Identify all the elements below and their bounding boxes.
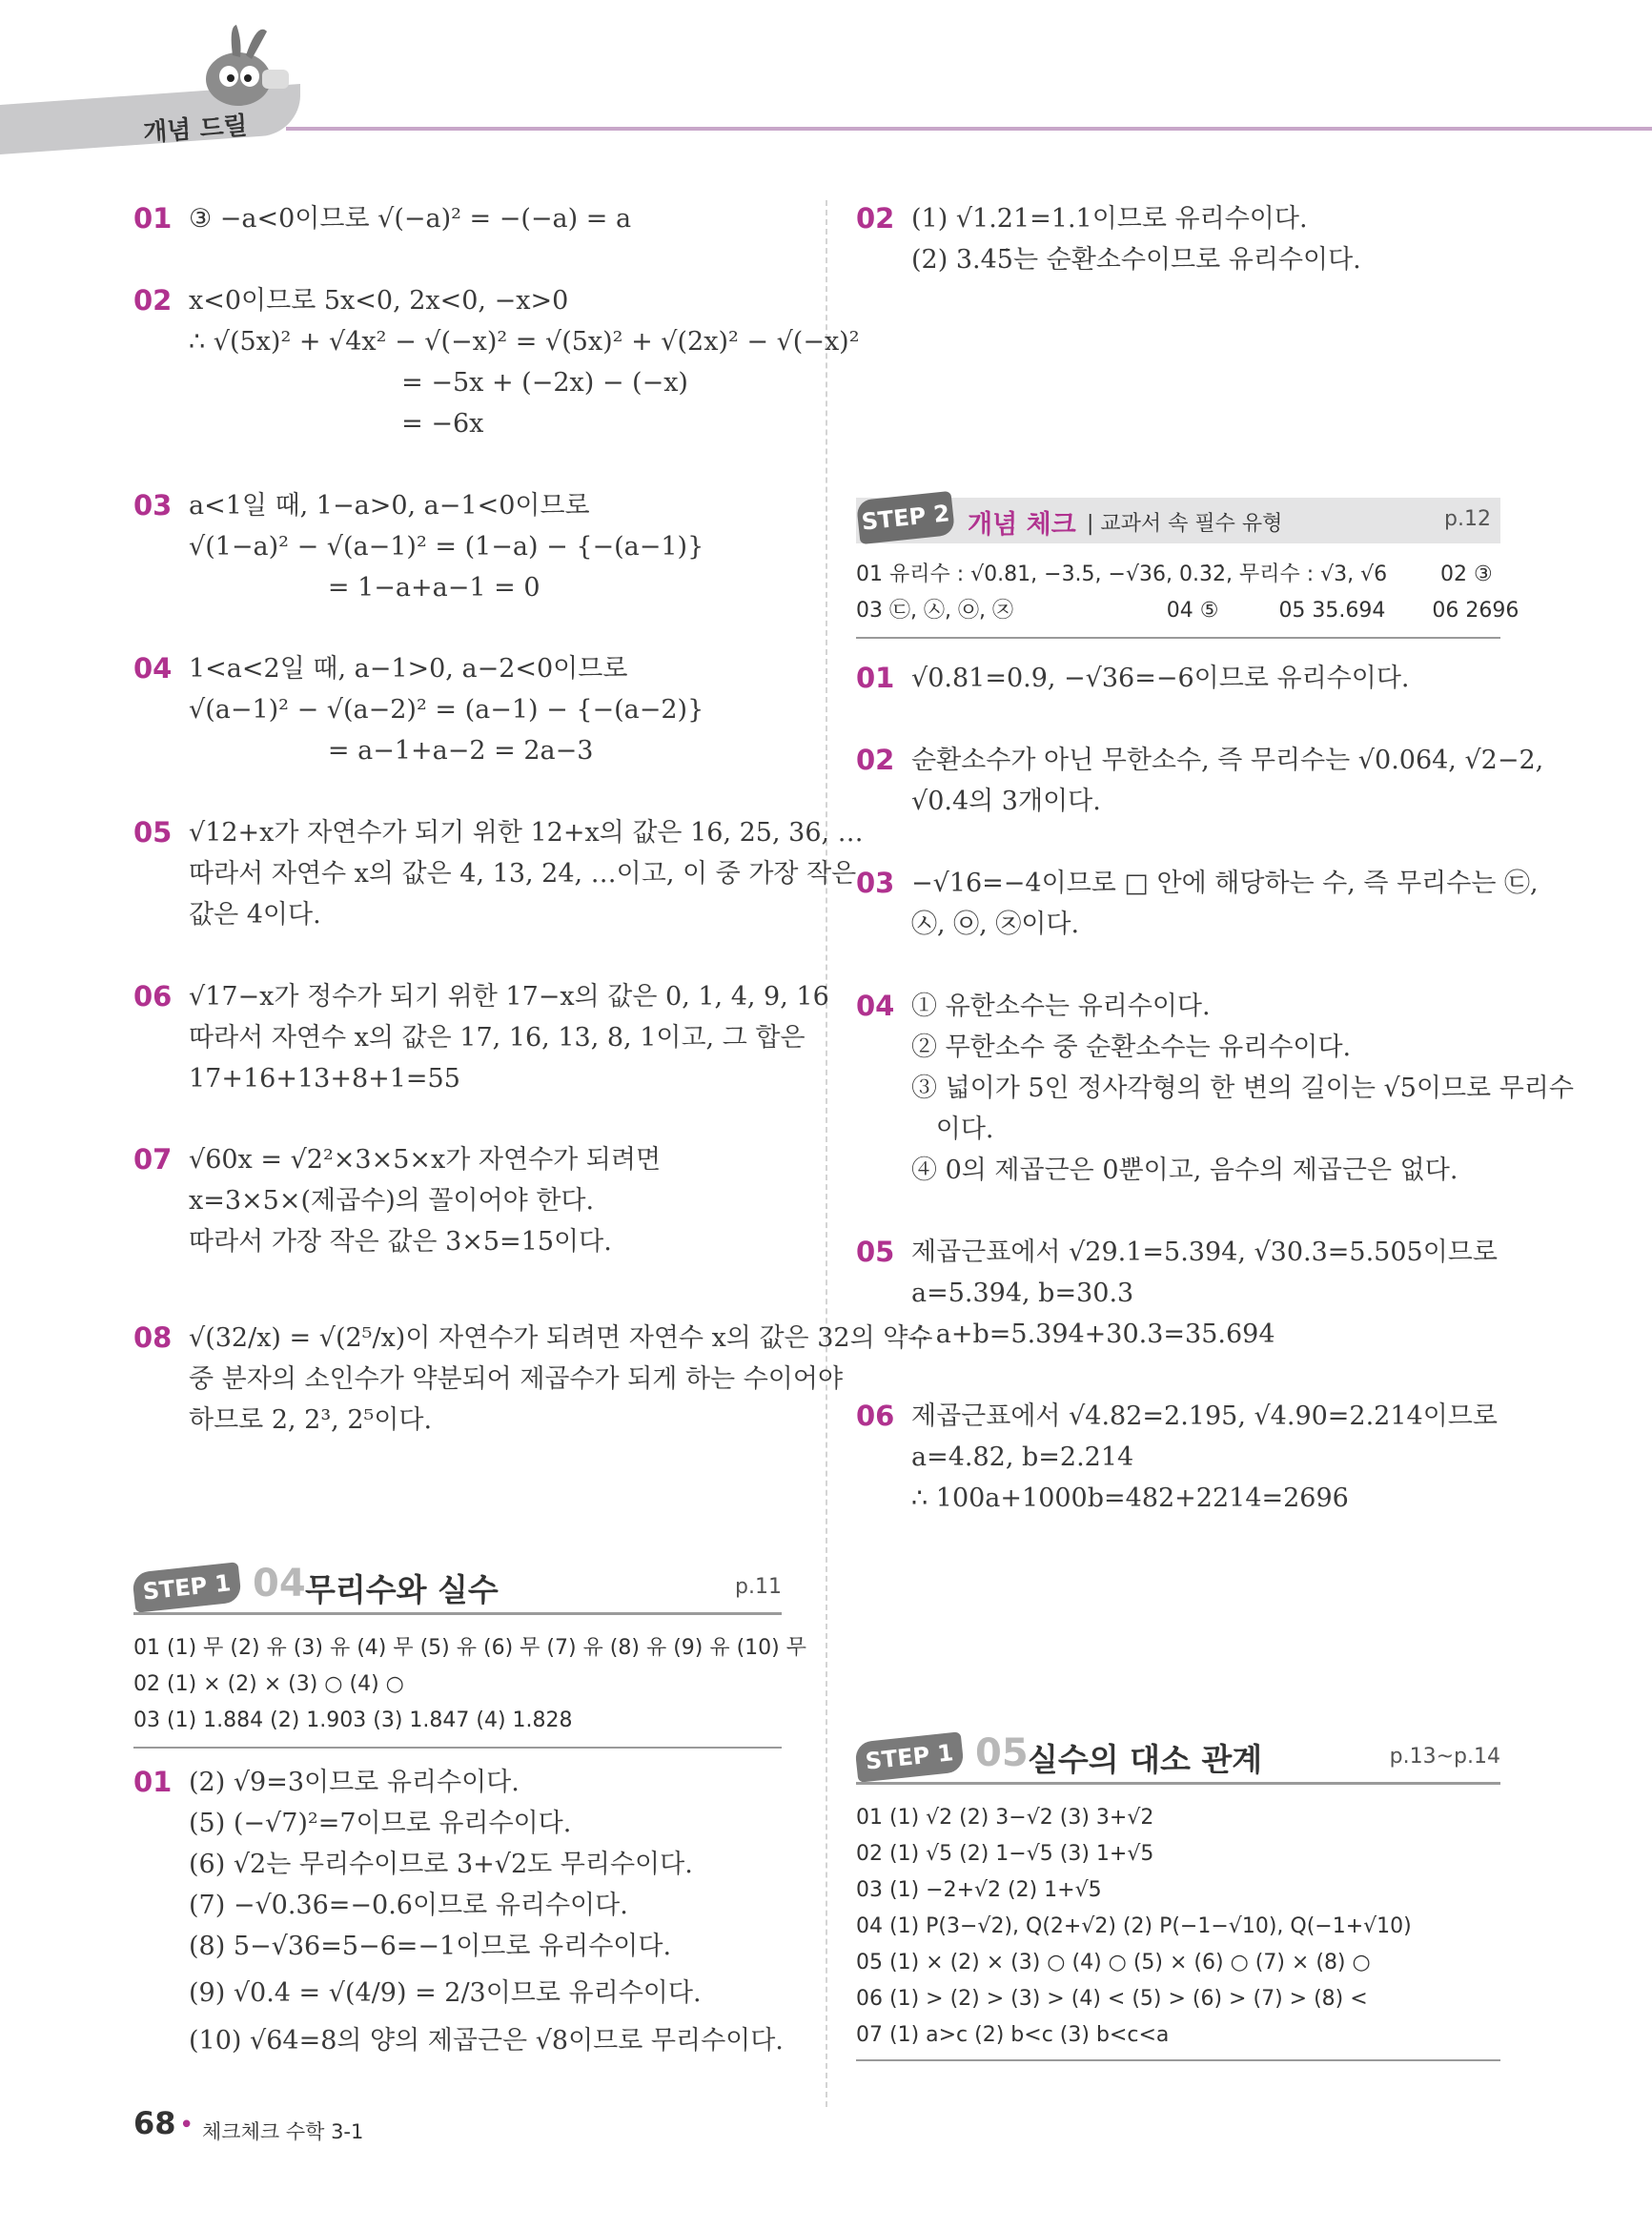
solution-line: 순환소수가 아닌 무한소수, 즉 무리수는 √0.064, √2−2,: [911, 746, 1544, 775]
solution-line: (2) √9=3이므로 유리수이다.: [189, 1768, 520, 1797]
solution-line: ㉦, ㉧, ㉨이다.: [911, 910, 1080, 939]
answer-line: 01 유리수 : √0.81, −3.5, −√36, 0.3̇2̇, 무리수 : √3, √6 02 ③: [856, 563, 1493, 586]
header-title: 개념 드릴: [142, 112, 249, 148]
step-badge: STEP 1: [854, 1731, 965, 1782]
solution-line: x=3×5×(제곱수)의 꼴이어야 한다.: [189, 1186, 595, 1216]
section-title: 실수의 대소 관계: [1028, 1741, 1263, 1778]
solution-number: 06: [133, 980, 173, 1013]
heading-underline: [856, 1782, 1500, 1785]
solution-line: √17−x가 정수가 되기 위한 17−x의 값은 0, 1, 4, 9, 16: [189, 982, 829, 1012]
solution-number: 03: [856, 867, 895, 899]
solution-line: a=5.394, b=30.3: [911, 1279, 1134, 1308]
solution-line: √(1−a)² − √(a−1)² = (1−a) − {−(a−1)}: [189, 532, 704, 562]
solution-line: ① 유한소수는 유리수이다.: [911, 992, 1211, 1021]
solution-number: 03: [133, 489, 173, 522]
solution-line: 17+16+13+8+1=55: [189, 1064, 460, 1094]
solution-line: (5) (−√7)²=7이므로 유리수이다.: [189, 1809, 572, 1838]
answer-separator: [133, 1747, 782, 1749]
solution-line: = 1−a+a−1 = 0: [189, 573, 540, 603]
step2-title: 개념 체크: [968, 510, 1076, 540]
solution-line: 중 분자의 소인수가 약분되어 제곱수가 되게 하는 수이어야: [189, 1364, 844, 1394]
solution-number: 01: [133, 1766, 173, 1798]
solution-line: (1) √1.21=1.1이므로 유리수이다.: [911, 204, 1308, 234]
solution-line: ④ 0의 제곱근은 0뿐이고, 음수의 제곱근은 없다.: [911, 1156, 1458, 1185]
solution-line: 값은 4이다.: [189, 900, 321, 930]
answer-line: 02 (1) √5 (2) 1−√5 (3) 1+√5: [856, 1842, 1154, 1866]
solution-line: −√16=−4이므로 □ 안에 해당하는 수, 즉 무리수는 ㉢,: [911, 869, 1539, 898]
step1-heading-05: [856, 1731, 1500, 1785]
answer-separator: [856, 637, 1500, 639]
solution-line: = −6x: [189, 409, 484, 439]
solution-line: (8) 5−√36=5−6=−1이므로 유리수이다.: [189, 1932, 672, 1961]
solution-line: ③ 넓이가 5인 정사각형의 한 변의 길이는 √5이므로 무리수: [911, 1074, 1574, 1103]
answer-line: 02 (1) × (2) × (3) ○ (4) ○: [133, 1672, 404, 1696]
section-title: 무리수와 실수: [305, 1571, 499, 1608]
answer-line: 03 (1) −2+√2 (2) 1+√5: [856, 1878, 1102, 1902]
footer-bullet: •: [179, 2111, 194, 2139]
header-divider: [286, 127, 1652, 131]
solution-line: √12+x가 자연수가 되기 위한 12+x의 값은 16, 25, 36, …: [189, 818, 864, 848]
solution-line: ∴ √(5x)² + √4x² − √(−x)² = √(5x)² + √(2x)² − √(−x)²: [189, 327, 860, 357]
solution-line: √(32/x) = √(2⁵/x)이 자연수가 되려면 자연수 x의 값은 32의 약수: [189, 1323, 933, 1353]
page-reference: p.12: [1444, 507, 1491, 531]
answer-line: 06 (1) > (2) > (3) > (4) < (5) > (6) > (7) > (8) <: [856, 1987, 1368, 2011]
solution-line: √60x = √2²×3×5×x가 자연수가 되려면: [189, 1145, 662, 1175]
solution-line: (9) √0.4̇ = √(4/9) = 2/3이므로 유리수이다.: [189, 1978, 702, 2008]
solution-line: = −5x + (−2x) − (−x): [189, 368, 688, 398]
solution-line: 제곱근표에서 √29.1=5.394, √30.3=5.505이므로: [911, 1238, 1498, 1267]
solution-line: ③ −a<0이므로 √(−a)² = −(−a) = a: [189, 204, 632, 234]
solution-line: 따라서 자연수 x의 값은 4, 13, 24, …이고, 이 중 가장 작은: [189, 859, 857, 889]
answer-separator: [856, 2059, 1500, 2061]
section-number: 05: [975, 1731, 1029, 1775]
solution-line: a<1일 때, 1−a>0, a−1<0이므로: [189, 491, 590, 521]
solution-number: 04: [133, 652, 173, 685]
solution-number: 04: [856, 990, 895, 1022]
answer-line: 04 (1) P(3−√2), Q(2+√2) (2) P(−1−√10), Q(−1+√10): [856, 1914, 1412, 1938]
solution-line: √0.81=0.9, −√36=−6이므로 유리수이다.: [911, 664, 1410, 693]
step-badge: STEP 1: [132, 1562, 242, 1612]
step2-badge: STEP 2: [856, 491, 955, 544]
page-reference: p.11: [735, 1575, 782, 1599]
solution-line: √0.4의 3개이다.: [911, 787, 1101, 816]
solution-number: 05: [133, 816, 173, 849]
solution-line: = a−1+a−2 = 2a−3: [189, 736, 594, 766]
solution-line: (10) √64=8의 양의 제곱근은 √8이므로 무리수이다.: [189, 2026, 784, 2056]
solution-line: 따라서 자연수 x의 값은 17, 16, 13, 8, 1이고, 그 합은: [189, 1023, 806, 1053]
column-divider: [826, 200, 827, 2107]
step1-heading-04: [133, 1562, 782, 1615]
solution-line: (7) −√0.36=−0.6이므로 유리수이다.: [189, 1891, 628, 1920]
solution-number: 01: [133, 202, 173, 235]
solution-line: 제곱근표에서 √4.82=2.195, √4.90=2.214이므로: [911, 1401, 1498, 1431]
answer-line: 05 (1) × (2) × (3) ○ (4) ○ (5) × (6) ○ (7) × (8) ○: [856, 1951, 1371, 1974]
solution-number: 07: [133, 1143, 173, 1176]
book-title: 체크체크 수학 3-1: [202, 2120, 364, 2143]
solution-line: ∴ a+b=5.394+30.3=35.694: [911, 1320, 1275, 1349]
answer-line: 01 (1) 무 (2) 유 (3) 유 (4) 무 (5) 유 (6) 무 (7) 유 (8) 유 (9) 유 (10) 무: [133, 1636, 807, 1660]
solution-line: ∴ 100a+1000b=482+2214=2696: [911, 1483, 1349, 1513]
solution-line: a=4.82, b=2.214: [911, 1442, 1134, 1472]
page-number: 68: [133, 2105, 176, 2141]
solution-number: 08: [133, 1321, 173, 1354]
solution-line: x<0이므로 5x<0, 2x<0, −x>0: [189, 286, 569, 316]
solution-number: 02: [133, 284, 173, 317]
solution-line: 하므로 2, 2³, 2⁵이다.: [189, 1405, 433, 1435]
answer-line: 03 ㉢, ㉦, ㉧, ㉨ 04 ⑤ 05 35.694 06 2696: [856, 599, 1519, 623]
solution-number: 02: [856, 202, 895, 235]
step2-subtitle: | 교과서 속 필수 유형: [1087, 512, 1283, 536]
answer-line: 07 (1) a>c (2) b<c (3) b<c<a: [856, 2023, 1170, 2047]
heading-underline: [133, 1612, 782, 1615]
page-reference: p.13~p.14: [1389, 1745, 1500, 1769]
answer-line: 01 (1) √2 (2) 3−√2 (3) 3+√2: [856, 1806, 1154, 1830]
solution-line: (2) 3.4̇5̇는 순환소수이므로 유리수이다.: [911, 245, 1361, 275]
solution-line: √(a−1)² − √(a−2)² = (a−1) − {−(a−2)}: [189, 695, 704, 725]
solution-line: 따라서 가장 작은 값은 3×5=15이다.: [189, 1227, 612, 1257]
solution-number: 05: [856, 1236, 895, 1268]
solution-line: 1<a<2일 때, a−1>0, a−2<0이므로: [189, 654, 628, 684]
solution-number: 01: [856, 662, 895, 694]
solution-number: 06: [856, 1400, 895, 1432]
section-number: 04: [253, 1562, 306, 1606]
solution-line: ② 무한소수 중 순환소수는 유리수이다.: [911, 1033, 1352, 1062]
solution-line: 이다.: [911, 1115, 994, 1144]
solution-line: (6) √2는 무리수이므로 3+√2도 무리수이다.: [189, 1850, 693, 1879]
answer-line: 03 (1) 1.884 (2) 1.903 (3) 1.847 (4) 1.828: [133, 1708, 573, 1732]
solution-number: 02: [856, 744, 895, 776]
